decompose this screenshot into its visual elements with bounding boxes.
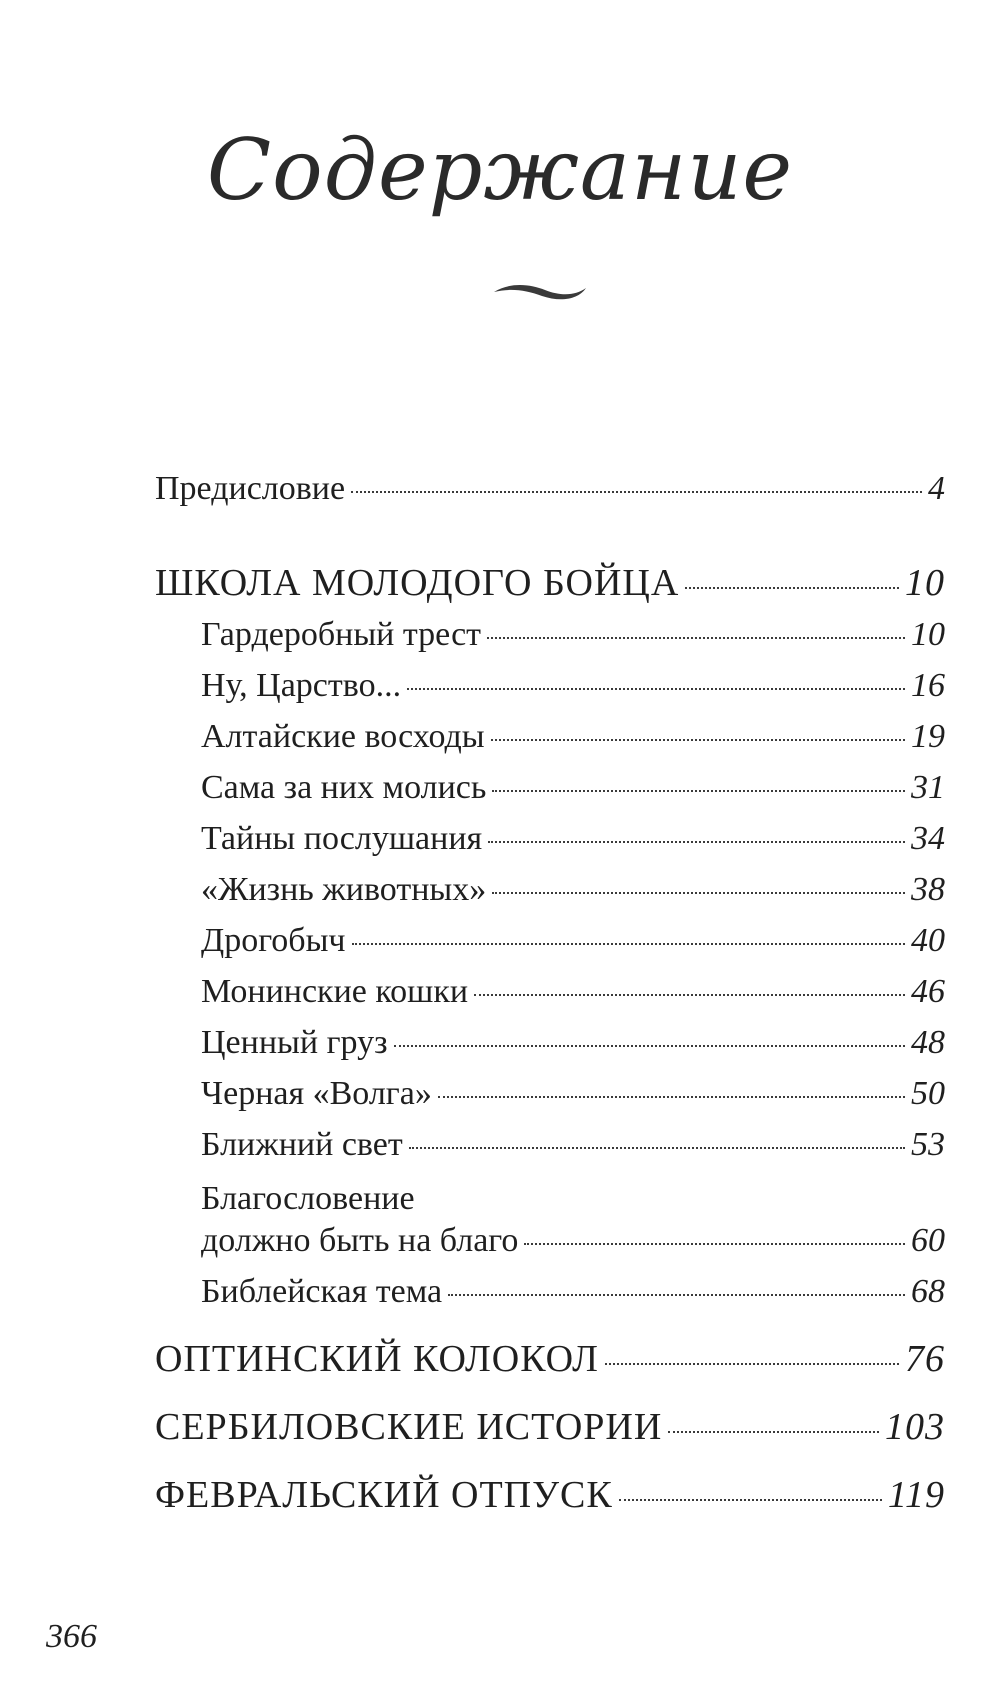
toc-page: 10 <box>911 616 945 653</box>
page-number: 366 <box>46 1618 97 1655</box>
page-title: Содержание <box>206 121 794 219</box>
toc-page: 10 <box>905 562 945 604</box>
toc-page: 19 <box>911 718 945 755</box>
dot-leader <box>619 1499 882 1501</box>
toc-label: Дрогобыч <box>201 922 346 959</box>
toc-label: Монинские кошки <box>201 973 469 1010</box>
toc-entry-item[interactable] <box>201 1126 945 1164</box>
toc-entry-item[interactable] <box>201 769 945 807</box>
dot-leader <box>605 1363 899 1365</box>
toc-entry-item[interactable] <box>201 820 945 858</box>
dot-leader <box>491 739 905 741</box>
toc-page: 46 <box>911 973 945 1010</box>
dot-leader <box>409 1147 905 1149</box>
toc-label: Ценный груз <box>201 1024 388 1061</box>
toc-page: 68 <box>911 1273 945 1310</box>
toc-label: «Жизнь животных» <box>201 871 487 908</box>
toc-entry-item[interactable] <box>201 1024 945 1062</box>
table-of-contents <box>155 0 945 1701</box>
toc-label: Гардеробный трест <box>201 616 482 653</box>
dot-leader <box>474 994 905 996</box>
toc-label: Ну, Царство... <box>201 667 402 704</box>
dot-leader <box>524 1243 905 1245</box>
toc-page: 40 <box>911 922 945 959</box>
toc-entry-item[interactable] <box>201 922 945 960</box>
toc-label: Сама за них молись <box>201 769 487 806</box>
toc-page: 4 <box>928 470 945 507</box>
toc-entry-item[interactable] <box>201 667 945 705</box>
toc-label: Алтайские восходы <box>201 718 485 755</box>
toc-entry-item[interactable] <box>201 1075 945 1113</box>
toc-entry-section[interactable] <box>155 561 945 605</box>
toc-page: 34 <box>911 820 945 857</box>
toc-entry-item[interactable] <box>201 871 945 909</box>
toc-label: Тайны послушания <box>201 820 483 857</box>
toc-label: Предисловие <box>155 470 346 507</box>
toc-page: 60 <box>911 1222 945 1259</box>
toc-label: ОПТИНСКИЙ КОЛОКОЛ <box>155 1338 599 1380</box>
toc-entry-item[interactable] <box>201 616 945 654</box>
toc-page: 119 <box>887 1474 945 1516</box>
toc-page: 48 <box>911 1024 945 1061</box>
toc-page: 38 <box>911 871 945 908</box>
dot-leader <box>492 790 905 792</box>
toc-label-line1[interactable]: Благословение <box>201 1180 415 1217</box>
toc-entry-section[interactable] <box>155 1473 945 1517</box>
dot-leader <box>351 491 922 493</box>
dot-leader <box>668 1431 879 1433</box>
toc-entry-item[interactable] <box>201 973 945 1011</box>
toc-entry-item[interactable] <box>201 1273 945 1311</box>
toc-entry-preface[interactable] <box>155 470 945 508</box>
dot-leader <box>407 688 905 690</box>
dot-leader <box>685 587 899 589</box>
toc-entry-item[interactable] <box>201 718 945 756</box>
toc-entry-section[interactable] <box>155 1405 945 1449</box>
toc-page: 76 <box>905 1338 945 1380</box>
toc-label: ШКОЛА МОЛОДОГО БОЙЦА <box>155 562 680 604</box>
dot-leader <box>492 892 905 894</box>
toc-label: Черная «Волга» <box>201 1075 432 1112</box>
toc-page: 50 <box>911 1075 945 1112</box>
dot-leader <box>352 943 905 945</box>
dot-leader <box>438 1096 905 1098</box>
toc-page: 16 <box>911 667 945 704</box>
dot-leader <box>488 841 905 843</box>
dot-leader <box>448 1294 905 1296</box>
toc-label: СЕРБИЛОВСКИЕ ИСТОРИИ <box>155 1406 663 1448</box>
toc-page: 103 <box>885 1406 945 1448</box>
toc-entry-section[interactable] <box>155 1337 945 1381</box>
toc-label: ФЕВРАЛЬСКИЙ ОТПУСК <box>155 1474 613 1516</box>
toc-label: Ближний свет <box>201 1126 403 1163</box>
dot-leader <box>394 1045 905 1047</box>
toc-page: 31 <box>911 769 945 806</box>
dot-leader <box>487 637 905 639</box>
toc-entry-item[interactable] <box>201 1222 945 1260</box>
toc-label: Библейская тема <box>201 1273 443 1310</box>
toc-page: 53 <box>911 1126 945 1163</box>
toc-label: должно быть на благо <box>201 1222 519 1259</box>
